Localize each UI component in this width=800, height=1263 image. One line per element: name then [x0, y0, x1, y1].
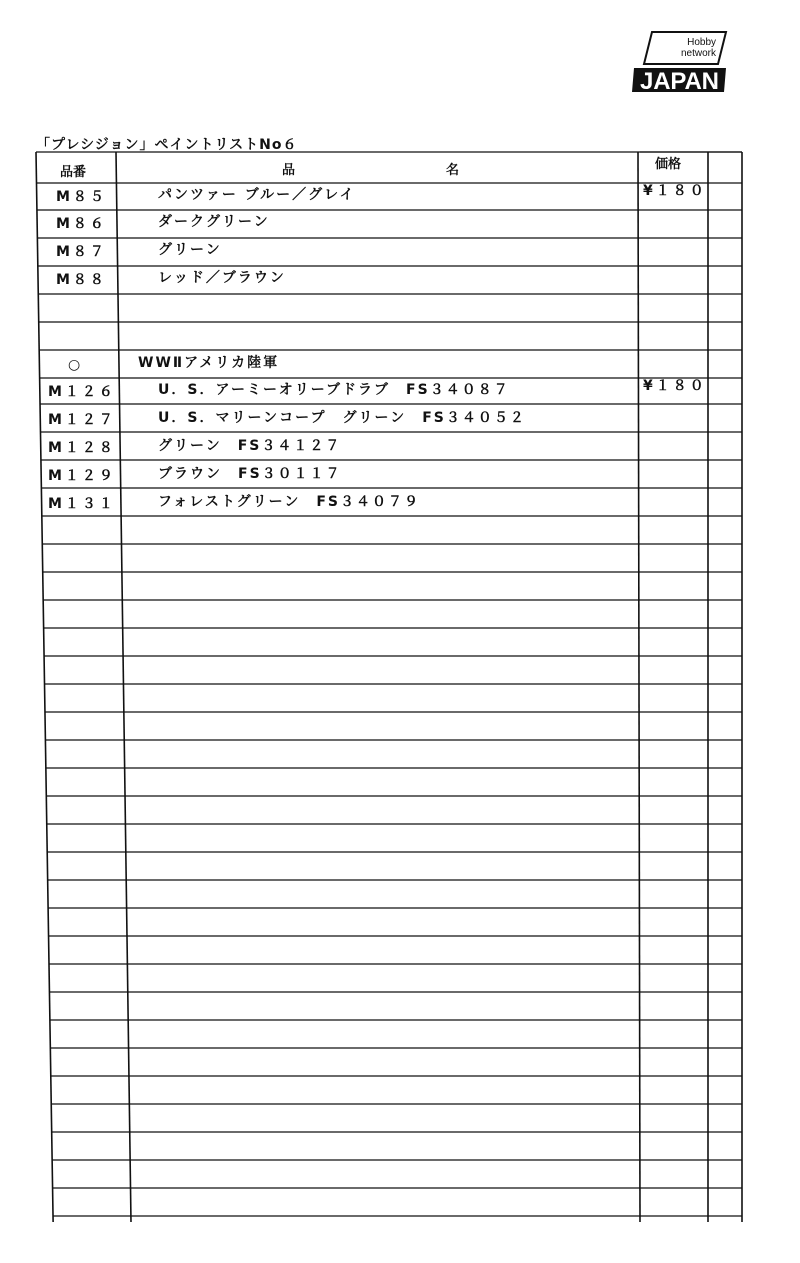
- row-code: M８５: [56, 189, 107, 205]
- header-name-right: 名: [446, 163, 460, 178]
- row-code: M１２９: [48, 468, 116, 484]
- row-code: M１２７: [48, 412, 116, 428]
- row-code: M１２８: [48, 440, 116, 456]
- row-name: ダークグリーン: [158, 214, 270, 230]
- header-name-left: 品: [282, 163, 296, 178]
- row-price: ¥１８０: [643, 378, 707, 394]
- document-title: 「プレシジョン」ペイントリストNo６: [36, 137, 298, 153]
- row-name: グリーン: [158, 242, 222, 258]
- row-name: ブラウン FS３０１１７: [158, 466, 342, 482]
- row-code: ○: [68, 357, 84, 373]
- row-name: WWⅡアメリカ陸軍: [138, 355, 280, 371]
- svg-text:JAPAN: JAPAN: [640, 68, 720, 95]
- header-code: 品番: [60, 165, 87, 180]
- row-name: U．S．アーミーオリーブドラブ FS３４０８７: [158, 382, 510, 398]
- row-name: U．S．マリーンコープ グリーン FS３４０５２: [158, 410, 526, 426]
- row-code: M８６: [56, 216, 107, 232]
- row-name: フォレストグリーン FS３４０７９: [158, 494, 420, 510]
- header-price: 価格: [655, 157, 682, 172]
- row-name: パンツァー ブルー／グレイ: [158, 187, 356, 203]
- row-code: M１３１: [48, 496, 116, 512]
- row-name: レッド／ブラウン: [158, 270, 286, 286]
- row-code: M８８: [56, 272, 107, 288]
- row-code: M８７: [56, 244, 107, 260]
- row-price: ¥１８０: [643, 183, 707, 199]
- row-name: グリーン FS３４１２７: [158, 438, 342, 454]
- svg-text:Hobby: Hobby: [687, 37, 716, 48]
- svg-text:network: network: [680, 48, 716, 59]
- row-code: M１２６: [48, 384, 116, 400]
